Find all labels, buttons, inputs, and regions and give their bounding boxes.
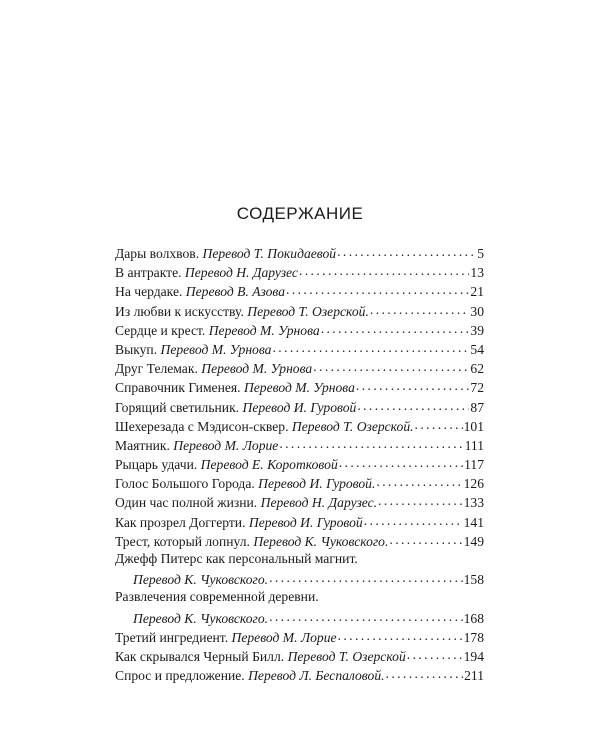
leader-dots — [338, 628, 463, 642]
toc-entry-title: Третий ингредиент. — [115, 629, 229, 645]
toc-entry-translator: Перевод К. Чуковского. — [253, 533, 389, 549]
leader-dots — [364, 513, 463, 527]
toc-entry-translator: Перевод М. Лорие — [231, 629, 337, 645]
toc-entry-title: На чердаке. — [115, 284, 183, 300]
leader-dots — [376, 474, 462, 488]
toc-entry-translator: Перевод И. Гуровой — [242, 399, 357, 415]
toc-entry-page: 133 — [463, 495, 484, 511]
toc-entry-page: 87 — [470, 399, 484, 415]
toc-entry-title: Друг Телемак. — [115, 361, 198, 377]
toc-entry-translator: Перевод И. Гуровой. — [258, 476, 376, 492]
toc-entry — [115, 609, 484, 628]
toc-entry-translator: Перевод И. Гуровой — [248, 514, 363, 530]
toc-entry-title: Один час полной жизни. — [115, 495, 258, 511]
toc-entry-translator: Перевод М. Урнова — [201, 361, 313, 377]
toc-entry-translator: Перевод Т. Озерской — [287, 648, 406, 664]
toc-entry-title: Сердце и крест. — [115, 322, 206, 338]
toc-entry — [115, 340, 484, 359]
toc-entry — [115, 321, 484, 340]
table-of-contents — [115, 244, 484, 685]
toc-entry-translator: Перевод Т. Озерской. — [291, 418, 414, 434]
toc-entry — [115, 417, 484, 436]
toc-entry — [115, 436, 484, 455]
toc-entry — [115, 570, 484, 589]
toc-entry-title: Горящий светильник. — [115, 399, 240, 415]
leader-dots — [339, 455, 463, 469]
toc-entry-translator: Перевод В. Азова — [185, 284, 286, 300]
toc-entry-translator: Перевод М. Лорие — [173, 437, 279, 453]
toc-entry-title: Справочник Гименея. — [115, 380, 241, 396]
toc-entry-page: 54 — [470, 341, 484, 357]
toc-entry-page: 211 — [464, 668, 484, 684]
toc-entry-translator: Перевод Л. Беспаловой. — [248, 668, 385, 684]
page-title: СОДЕРЖАНИЕ — [236, 204, 364, 223]
toc-entry-page: 141 — [463, 514, 484, 530]
toc-entry-translator: Перевод К. Чуковского. — [133, 610, 269, 626]
leader-dots — [269, 570, 463, 584]
toc-entry-page: 30 — [470, 303, 484, 319]
toc-entry-title: Как прозрел Доггерти. — [115, 514, 246, 530]
toc-entry-page: 194 — [463, 648, 484, 664]
toc-entry-page: 126 — [463, 476, 484, 492]
leader-dots — [389, 532, 462, 546]
leader-dots — [407, 647, 463, 661]
toc-entry-page: 21 — [470, 284, 484, 300]
toc-entry-page: 5 — [477, 246, 484, 261]
toc-entry — [115, 282, 484, 301]
toc-entry-title: Шехерезада с Мэдисон-сквер. — [115, 418, 289, 434]
toc-entry-title: Выкуп. — [115, 341, 158, 357]
toc-entry-title: Трест, который лопнул. — [115, 533, 250, 549]
toc-entry-translator: Перевод Н. Дарузес — [184, 265, 298, 281]
toc-entry — [115, 398, 484, 417]
toc-entry-title: Дары волхвов. — [115, 246, 200, 261]
toc-entry-title: В антракте. — [115, 265, 182, 281]
toc-entry-page: 62 — [470, 361, 484, 377]
leader-dots — [356, 378, 469, 392]
toc-entry-page: 117 — [464, 457, 484, 473]
toc-entry-page: 178 — [463, 629, 484, 645]
toc-entry — [115, 302, 484, 321]
toc-entry-translator: Перевод Т. Озерской. — [247, 303, 369, 319]
toc-entry — [115, 474, 484, 493]
toc-entry-title: Голос Большого Города. — [115, 476, 255, 492]
toc-entry — [115, 244, 484, 263]
toc-entry — [115, 455, 484, 474]
toc-entry — [115, 532, 484, 551]
toc-entry — [115, 513, 484, 532]
toc-entry-translator: Перевод К. Чуковского. — [133, 572, 269, 588]
leader-dots — [337, 244, 476, 258]
toc-entry — [115, 666, 484, 685]
toc-entry-page: 158 — [463, 572, 484, 588]
toc-entry-page: 149 — [463, 533, 484, 549]
toc-entry-page: 39 — [470, 322, 484, 338]
toc-entry-title: Маятник. — [115, 437, 170, 453]
leader-dots — [321, 321, 470, 335]
toc-entry — [115, 647, 484, 666]
toc-entry-title-line — [115, 589, 484, 608]
toc-entry-title-line — [115, 551, 484, 570]
toc-entry — [115, 493, 484, 512]
leader-dots — [313, 359, 469, 373]
leader-dots — [272, 340, 469, 354]
toc-entry-translator: Перевод М. Урнова — [243, 380, 355, 396]
leader-dots — [415, 417, 463, 431]
toc-entry-title: Как скрывался Черный Билл. — [115, 648, 285, 664]
toc-entry — [115, 378, 484, 397]
toc-entry-translator: Перевод М. Урнова — [208, 322, 320, 338]
toc-entry-translator: Перевод Н. Дарузес. — [260, 495, 378, 511]
toc-entry-title: Спрос и предложение. — [115, 668, 245, 684]
leader-dots — [299, 263, 469, 277]
toc-entry-translator: Перевод М. Урнова — [160, 341, 272, 357]
toc-entry-page: 111 — [464, 437, 484, 453]
toc-entry-title: Джефф Питерс как персональный магнит. — [115, 551, 358, 566]
leader-dots — [357, 398, 469, 412]
leader-dots — [286, 282, 469, 296]
toc-entry-title: Рыцарь удачи. — [115, 457, 198, 473]
leader-dots — [279, 436, 463, 450]
leader-dots — [269, 609, 463, 623]
toc-entry-title: Из любви к искусству. — [115, 303, 244, 319]
toc-entry-title: Развлечения современной деревни. — [115, 589, 319, 605]
leader-dots — [386, 666, 464, 680]
toc-entry — [115, 628, 484, 647]
leader-dots — [370, 302, 470, 316]
toc-entry — [115, 263, 484, 282]
toc-entry-translator: Перевод Е. Коротковой — [200, 457, 338, 473]
toc-entry-page: 168 — [463, 610, 484, 626]
toc-entry-page: 13 — [470, 265, 484, 281]
toc-entry-page: 101 — [463, 418, 484, 434]
leader-dots — [378, 493, 463, 507]
toc-entry-page: 72 — [470, 380, 484, 396]
toc-entry-translator: Перевод Т. Покидаевой — [202, 246, 337, 261]
toc-entry — [115, 359, 484, 378]
